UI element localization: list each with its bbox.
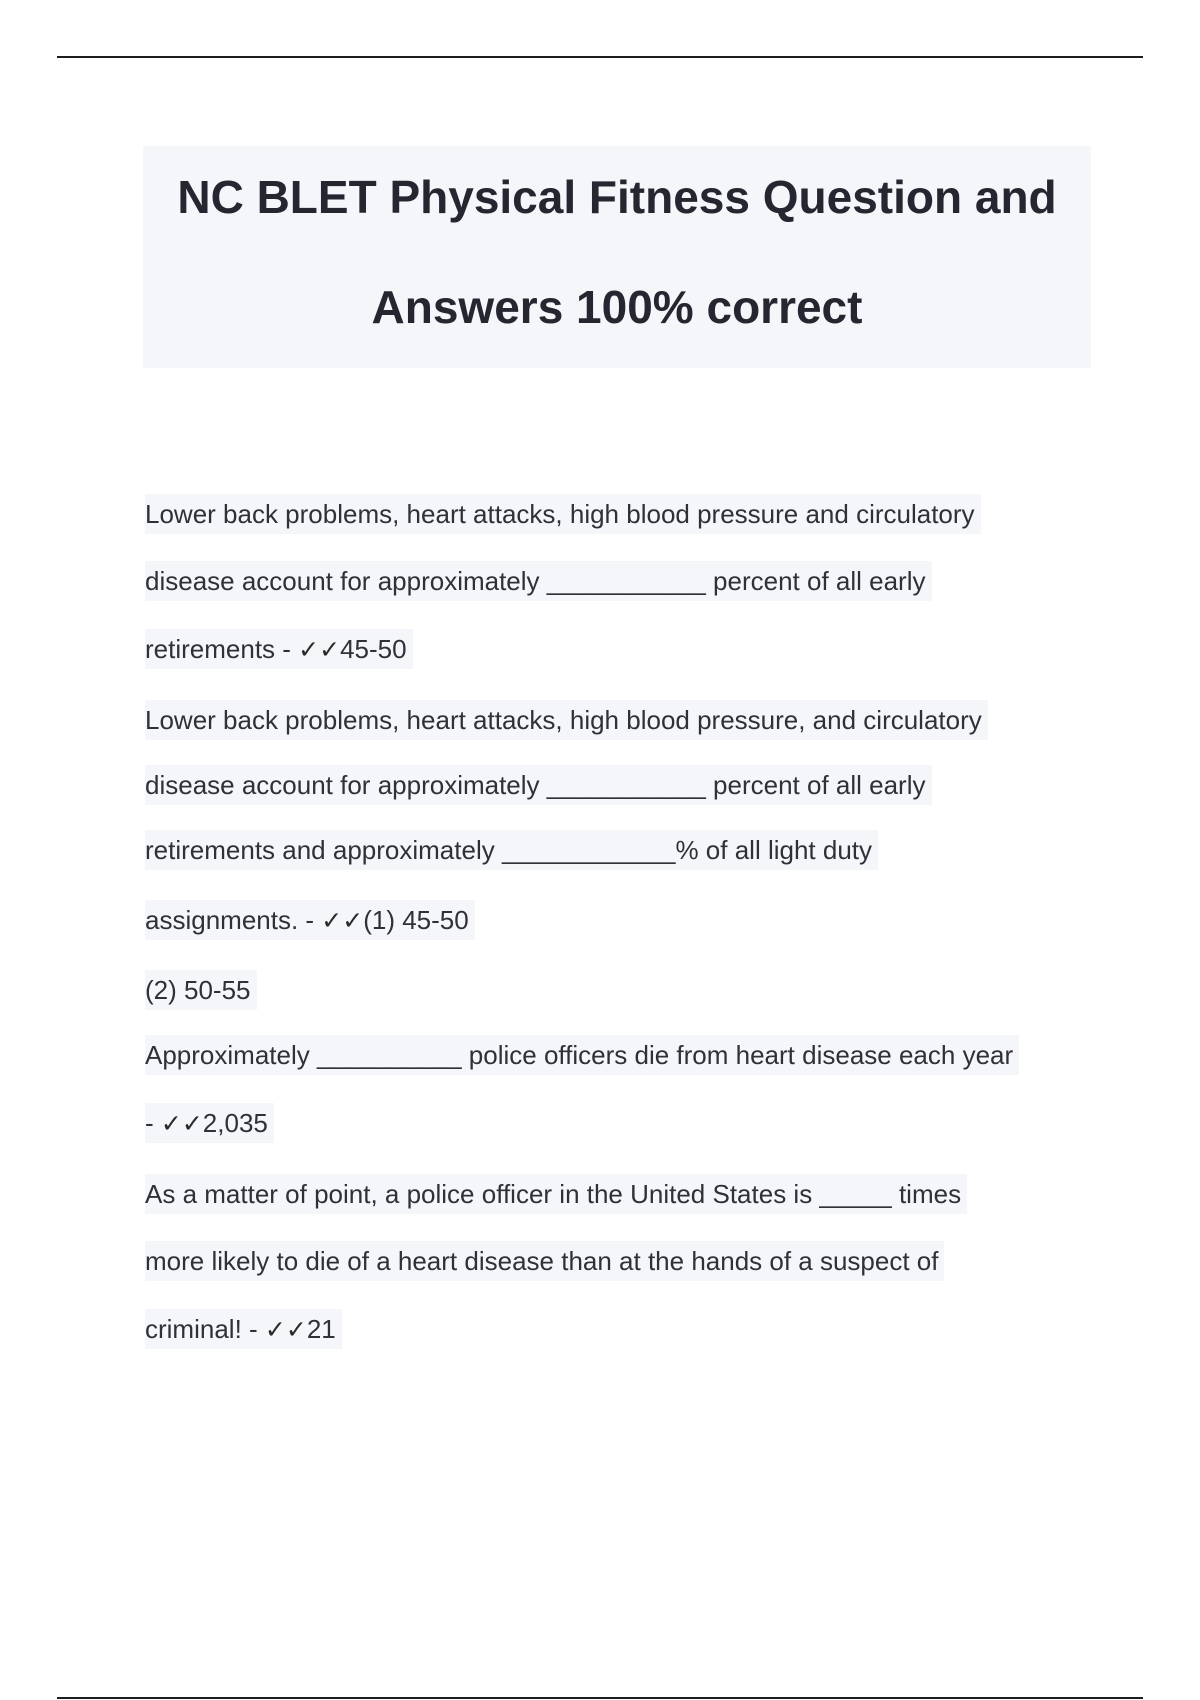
question-4-line-2: more likely to die of a heart disease than at the hands of a suspect of — [145, 1241, 944, 1281]
question-1-line-2: disease account for approximately ___________ percent of all early — [145, 561, 932, 601]
answer-4: 21 — [306, 1314, 336, 1344]
document-title-line-2: Answers 100% correct — [371, 281, 863, 333]
question-3-tail: - — [145, 1108, 161, 1138]
question-1-tail: retirements - — [145, 634, 299, 664]
question-3-line-1: Approximately __________ police officers die from heart disease each year — [145, 1035, 1019, 1075]
question-4-tail: criminal! - — [145, 1314, 265, 1344]
bottom-rule — [57, 1697, 1143, 1699]
check-icon: ✓✓ — [298, 635, 341, 664]
question-2-line-2: disease account for approximately ___________ percent of all early — [145, 765, 932, 805]
answer-2-part-1: (1) 45-50 — [363, 905, 469, 935]
answer-3: 2,035 — [202, 1108, 268, 1138]
title-block — [143, 146, 1091, 368]
question-2-tail: assignments. - — [145, 905, 322, 935]
check-icon: ✓✓ — [321, 906, 364, 935]
check-icon: ✓✓ — [264, 1315, 307, 1344]
top-rule — [57, 56, 1143, 58]
question-3-line-2 — [145, 1103, 274, 1143]
question-4-line-3 — [145, 1309, 342, 1349]
document-title-line-1: NC BLET Physical Fitness Question and — [177, 171, 1057, 223]
check-icon: ✓✓ — [160, 1109, 203, 1138]
question-2-line-4 — [145, 900, 475, 940]
question-2-line-3: retirements and approximately ____________% of all light duty — [145, 830, 878, 870]
answer-1: 45-50 — [340, 634, 407, 664]
answer-2-part-2: (2) 50-55 — [145, 970, 257, 1010]
question-1-line-1: Lower back problems, heart attacks, high blood pressure and circulatory — [145, 494, 981, 534]
question-1-line-3 — [145, 629, 413, 669]
question-4-line-1: As a matter of point, a police officer in the United States is _____ times — [145, 1174, 967, 1214]
question-2-line-1: Lower back problems, heart attacks, high blood pressure, and circulatory — [145, 700, 988, 740]
